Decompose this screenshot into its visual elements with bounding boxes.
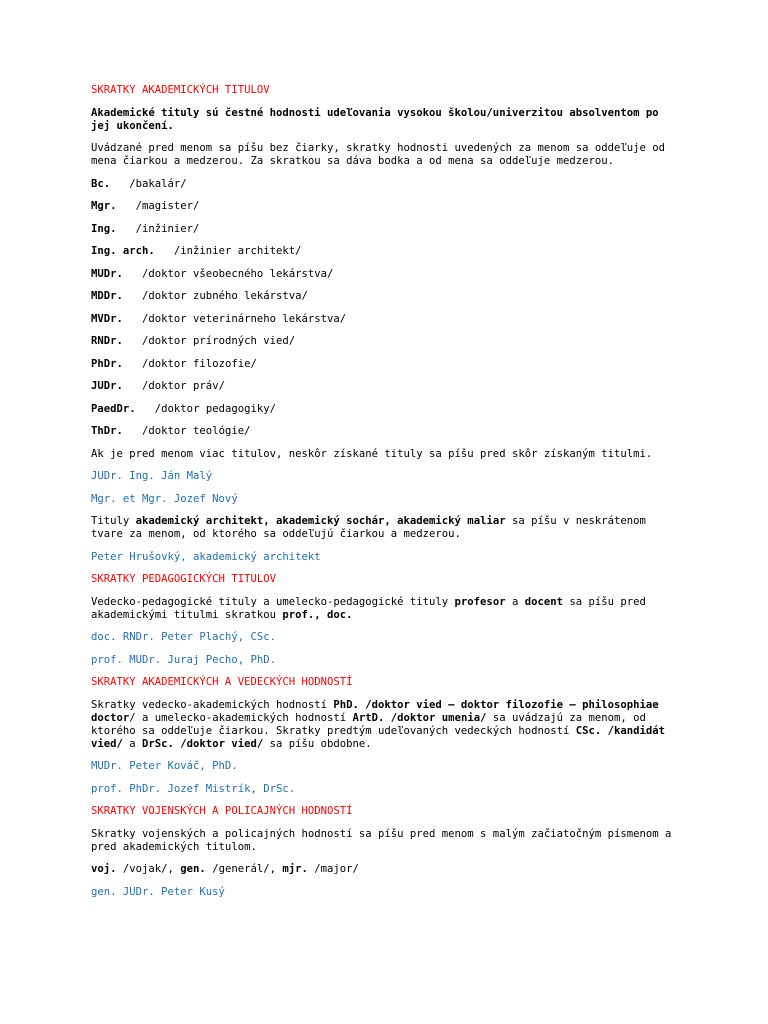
pedagogical-paragraph xyxy=(91,596,681,622)
title-abbr: Mgr. xyxy=(91,200,117,212)
title-meaning: /doktor všeobecného lekárstva/ xyxy=(142,267,334,280)
title-row-ing xyxy=(91,223,681,236)
title-meaning: /inžinier/ xyxy=(135,222,200,235)
intro-bold-text: Akademické tituly sú čestné hodnosti udeľovania vysokou školou/univerzitou absolventom po jej ukončení. xyxy=(91,106,659,132)
title-row-mgr xyxy=(91,200,681,213)
title-abbr: PaedDr. xyxy=(91,402,136,415)
title-meaning: /doktor prírodných vied/ xyxy=(142,335,296,347)
military-paragraph: Skratky vojenských a policajných hodností sa píšu pred menom s malým začiatočným písmenom a pred akademických titulom. xyxy=(91,827,672,853)
bold-run: docent xyxy=(524,595,563,608)
heading-scientific-degrees: SKRATKY AKADEMICKÝCH A VEDECKÝCH HODNOSTÍ xyxy=(91,676,353,688)
example-phd: MUDr. Peter Kováč, PhD. xyxy=(91,760,238,772)
text-run: /major/ xyxy=(307,863,359,875)
title-abbr: JUDr. xyxy=(91,380,123,392)
military-ranks-row xyxy=(91,863,681,876)
title-row-judr xyxy=(91,380,681,393)
title-meaning: /inžinier architekt/ xyxy=(173,245,302,257)
title-row-mvdr xyxy=(91,313,681,326)
title-row-rndr xyxy=(91,335,681,348)
multi-title-paragraph: Ak je pred menom viac titulov, neskôr získané tituly sa píšu pred skôr získaným titulmi. xyxy=(91,447,653,460)
text-run: /generál/, xyxy=(205,863,283,875)
title-abbr: MUDr. xyxy=(91,267,123,280)
text-run: sa píšu obdobne. xyxy=(263,737,372,750)
title-row-paeddr xyxy=(91,403,681,416)
text-run: a xyxy=(122,737,143,750)
text-run: sa píšu pred akademickými titulmi skratkou xyxy=(91,595,646,621)
title-abbr: Ing. xyxy=(91,222,117,235)
bold-run: prof., doc. xyxy=(282,608,353,621)
title-meaning: /doktor zubného lekárstva/ xyxy=(142,290,308,302)
title-abbr: MDDr. xyxy=(91,290,123,302)
art-titles-paragraph xyxy=(91,515,681,541)
bold-run: DrSc. /doktor vied/ xyxy=(142,737,264,750)
text-run: sa píšu v neskrátenom tvare za menom, od ktorého sa oddeľujú čiarkou a medzerou. xyxy=(91,515,646,540)
text-run: Vedecko-pedagogické tituly a umelecko-pedagogické tituly xyxy=(91,595,455,608)
text-run: a xyxy=(505,595,525,608)
heading-pedagogical-titles: SKRATKY PEDAGOGICKÝCH TITULOV xyxy=(91,573,276,585)
bold-run: ArtD. /doktor umenia/ xyxy=(352,711,487,724)
text-run: / a umelecko-akademických hodností xyxy=(129,711,353,724)
intro-paragraph xyxy=(91,107,681,133)
bold-run: profesor xyxy=(454,595,506,608)
title-abbr: RNDr. xyxy=(91,335,123,347)
title-abbr: PhDr. xyxy=(91,357,123,370)
title-row-thdr xyxy=(91,425,681,438)
bold-run: akademický architekt, akademický sochár, akademický maliar xyxy=(135,515,506,527)
title-abbr: ThDr. xyxy=(91,425,123,437)
title-row-ing-arch xyxy=(91,245,681,258)
title-row-mddr xyxy=(91,290,681,303)
example-general: gen. JUDr. Peter Kusý xyxy=(91,885,225,898)
bold-run: CSc. /kandidát vied/ xyxy=(91,724,666,750)
bold-run: PhD. /doktor vied – doktor filozofie – philosophiae doctor xyxy=(91,698,659,724)
title-meaning: /doktor práv/ xyxy=(142,380,225,392)
bold-run: mjr. xyxy=(282,863,308,875)
example-professor: prof. MUDr. Juraj Pecho, PhD. xyxy=(91,653,276,666)
example-drsc: prof. PhDr. Jozef Mistrík, DrSc. xyxy=(91,782,296,795)
example-multi-title-1: JUDr. Ing. Ján Malý xyxy=(91,470,213,482)
text-run: /vojak/, xyxy=(116,863,181,875)
heading-military-ranks: SKRATKY VOJENSKÝCH A POLICAJNÝCH HODNOSTÍ xyxy=(91,805,353,817)
document-page xyxy=(91,84,681,908)
text-run: Skratky vedecko-akademických hodností xyxy=(91,698,334,711)
text-run: sa uvádzajú za menom, od ktorého sa oddeľuje čiarkou. Skratky predtým udeľovaných vedeckých hodností xyxy=(91,711,646,737)
title-meaning: /doktor veterinárneho lekárstva/ xyxy=(142,312,347,325)
example-docent: doc. RNDr. Peter Plachý, CSc. xyxy=(91,631,276,643)
bold-run: gen. xyxy=(180,863,206,875)
scientific-paragraph xyxy=(91,699,681,751)
title-meaning: /bakalár/ xyxy=(129,177,187,190)
title-meaning: /doktor pedagogiky/ xyxy=(154,402,276,415)
text-run: Tituly xyxy=(91,515,136,527)
title-row-bc xyxy=(91,178,681,191)
title-row-mudr xyxy=(91,268,681,281)
example-art-title: Peter Hrušovký, akademický architekt xyxy=(91,550,321,563)
heading-academic-titles: SKRATKY AKADEMICKÝCH TITULOV xyxy=(91,84,270,96)
title-row-phdr xyxy=(91,358,681,371)
bold-run: voj. xyxy=(91,863,117,875)
title-meaning: /magister/ xyxy=(135,200,200,212)
example-multi-title-2: Mgr. et Mgr. Jozef Nový xyxy=(91,492,238,505)
title-meaning: /doktor filozofie/ xyxy=(142,357,257,370)
title-abbr: Bc. xyxy=(91,177,111,190)
title-meaning: /doktor teológie/ xyxy=(142,425,251,437)
title-abbr: MVDr. xyxy=(91,312,123,325)
title-abbr: Ing. arch. xyxy=(91,245,155,257)
usage-paragraph: Uvádzané pred menom sa píšu bez čiarky, skratky hodnosti uvedených za menom sa oddeľuje od mena čiarkou a medzerou. Za skratkou sa dáva bodka a od mena sa oddeľuje medzerou. xyxy=(91,142,666,167)
